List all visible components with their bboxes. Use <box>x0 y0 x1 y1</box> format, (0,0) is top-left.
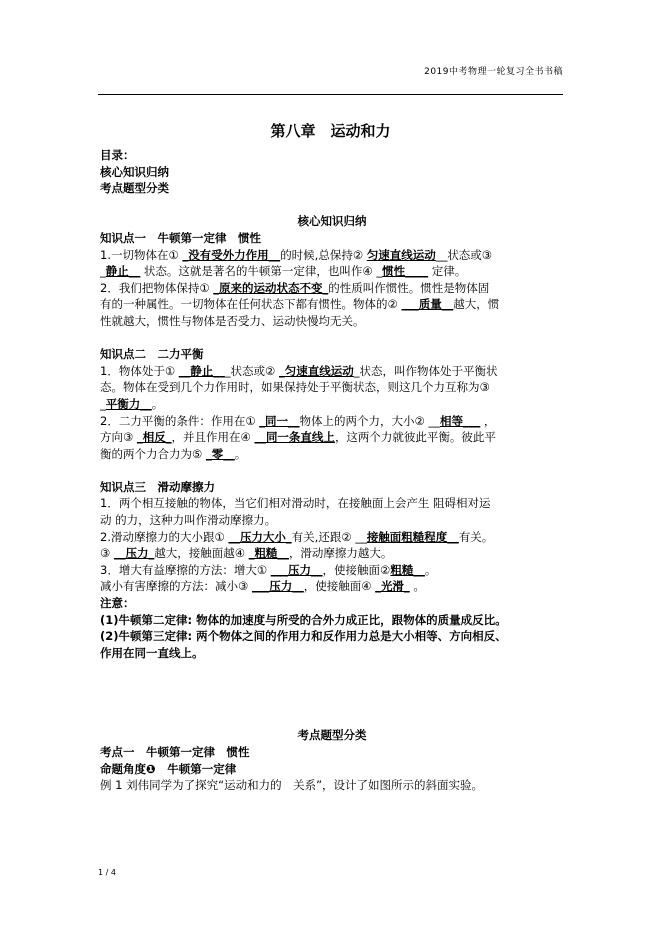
note-label: 注意： <box>100 596 135 611</box>
kp1-line: 性就越大，惯性与物体是否受力、运动快慢均无关。 <box>100 313 365 328</box>
example-text: 例 1 刘伟同学为了探究“运动和力的 关系”，设计了如图所示的斜面实验。 <box>100 778 484 793</box>
page-number: 1 / 4 <box>98 868 116 877</box>
kp2-heading: 知识点二 二力平衡 <box>100 347 204 362</box>
answer-blank: ___压力__ <box>270 562 323 577</box>
kp1-heading: 知识点一 牛顿第一定律 惯性 <box>100 230 261 245</box>
answer-blank: __压力大小_ <box>228 529 292 544</box>
running-header: 2019中考物理一轮复习全书书稿 <box>424 67 563 77</box>
answer-blank: _相反_ <box>136 430 172 445</box>
kp3-line: 减小有害摩擦的方法：减小③ ___压力__，使接触面④ _光滑_ 。 <box>100 579 425 594</box>
answer-blank: 接触面粗糙程度__ <box>366 529 459 544</box>
kp2-line: 1．物体处于① __静止___状态或② _匀速直线运动_状态，叫作物体处于平衡状 <box>100 363 498 378</box>
answer-blank: _原来的运动状态不变_ <box>213 280 329 295</box>
answer-blank: 惯性____ <box>382 264 429 279</box>
kp1-line: _静止__ 状态。这就是著名的牛顿第一定律，也叫作④ _惯性____ 定律。 <box>100 264 467 279</box>
section-title: 核心知识归纳 <box>297 214 367 229</box>
kp3-line: ③ __压力_越大，接触面越④ _粗糙__，滑动摩擦力越大。 <box>100 546 393 561</box>
answer-blank: _匀速直线运动 <box>279 363 354 378</box>
kp3-heading: 知识点三 滑动摩擦力 <box>100 479 215 494</box>
note-line: 作用在同一直线上。 <box>100 645 204 660</box>
kp1-line: 有的一种属性。一切物体在任何状态下都有惯性。物体的② ___质量__越大，惯 <box>100 297 500 312</box>
kp2-line: 态。物体在受到几个力作用时，如果保持处于平衡状态，则这几个力互称为③ <box>100 380 490 395</box>
chapter-title: 第八章 运动和力 <box>270 122 391 140</box>
answer-blank: __压力_ <box>113 546 155 561</box>
toc-item: 核心知识归纳 <box>100 164 169 179</box>
section-title: 考点题型分类 <box>297 728 367 743</box>
answer-blank: _粗糙__ <box>248 546 289 561</box>
answer-blank: __静止__ <box>178 363 225 378</box>
question-angle: 命题角度❶ 牛顿第一定律 <box>100 761 237 776</box>
kp3-line: 动 的力，这种力叫作滑动摩擦力。 <box>100 513 277 528</box>
kp3-line: 1．两个相互接触的物体，当它们相对滑动时，在接触面上会产生 阻碍相对运 <box>100 496 491 511</box>
answer-blank: 静止__ <box>105 264 141 279</box>
kp2-line: _平衡力__。 <box>100 396 164 411</box>
answer-blank: ___压力__ <box>251 579 304 594</box>
kp3-line: 2.滑动摩擦力的大小跟① __压力大小_有关,还跟② __接触面粗糙程度__有关。 <box>100 529 494 544</box>
kp2-line: 2．二力平衡的条件：作用在① _同一__物体上的两个力，大小② __相等___ ， <box>100 413 496 428</box>
answer-blank: _光滑_ <box>375 579 410 594</box>
kd1-heading: 考点一 牛顿第一定律 惯性 <box>100 745 250 759</box>
note-line: (2)牛顿第三定律: 两个物体之间的作用力和反作用力总是大小相等、方向相反、 <box>100 629 507 644</box>
document-body <box>100 147 564 794</box>
kp1-line: 1.一切物体在① _没有受外力作用__的时候,总保持② 匀速直线运动__状态或③ <box>100 247 493 262</box>
answer-blank: 平衡力__ <box>105 396 152 411</box>
answer-blank: 相等___ <box>440 413 481 428</box>
answer-blank: _零__ <box>205 446 235 461</box>
answer-blank: 粗糙__ <box>390 562 425 577</box>
kp3-line: 3．增大有益摩擦的方法：增大① ___压力__，使接触面②粗糙__。 <box>100 562 437 577</box>
toc-item: 考点题型分类 <box>100 181 169 196</box>
answer-blank: _同一__ <box>259 413 300 428</box>
answer-blank: 匀速直线运动 <box>366 247 436 262</box>
header-rule <box>98 94 563 95</box>
answer-blank: __同一条直线上 <box>254 430 335 445</box>
kp1-line: 2．我们把物体保持① _原来的运动状态不变_的性质叫作惯性。惯性是物体固 <box>100 280 490 295</box>
answer-blank: _没有受外力作用__ <box>182 247 281 262</box>
answer-blank: ___质量__ <box>401 297 454 312</box>
kp2-line: 衡的两个力合力为⑤ _零__。 <box>100 446 247 461</box>
kp2-line: 方向③ _相反_，并且作用在④ __同一条直线上，这两个力就彼此平衡。彼此平 <box>100 430 496 445</box>
note-line: (1)牛顿第二定律: 物体的加速度与所受的合外力成正比，跟物体的质量成反比。 <box>100 612 507 627</box>
toc-label: 目录： <box>100 148 135 162</box>
